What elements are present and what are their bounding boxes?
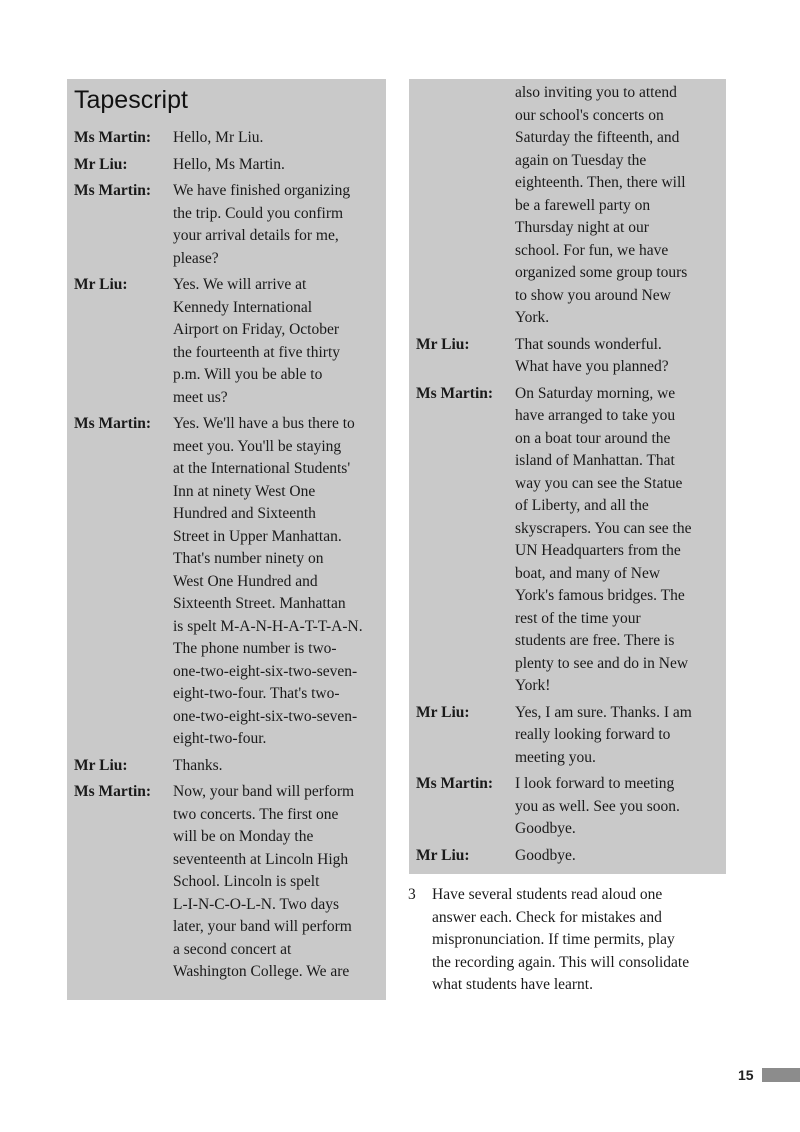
speaker-label: Mr Liu: xyxy=(74,155,128,173)
speaker-label: Mr Liu: xyxy=(416,335,470,353)
speaker-label: Ms Martin: xyxy=(416,775,494,792)
dialogue-line xyxy=(416,383,720,698)
dialogue-line xyxy=(74,413,380,751)
teacher-note xyxy=(408,884,728,997)
page-number: 15 xyxy=(738,1067,754,1083)
dialogue-text: Yes. We'll have a bus there to meet you. You'll be staying at the International Students' Inn at ninety West One Hundred and Sixteenth Street in Upper Manhattan. That's number ninety on West One Hundred and Sixteenth Street. Manhattan is spelt M-A-N-H-A-T-T-A-N. The phone number is two- one-two-eight-six-two-seven- eight-two-four. That's two- one-two-eight-six-two-seven- eight-two-four. xyxy=(173,415,363,747)
dialogue-text: also inviting you to attend our school's concerts on Saturday the fifteenth, and again on Tuesday the eighteenth. Then, there will be a farewell party on Thursday night at our school. For fun, we have organized some group tours to show you around New York. xyxy=(515,84,688,326)
dialogue-line xyxy=(74,127,380,150)
dialogue-continuation xyxy=(416,82,720,330)
tapescript-box-right xyxy=(409,79,726,874)
speaker-label: Ms Martin: xyxy=(74,182,152,199)
dialogue-text: Now, your band will perform two concerts. The first one will be on Monday the seventeenth at Lincoln High School. Lincoln is spelt L-I-N-C-O-L-N. Two days later, your band will perform a second concert at Washington College. We are xyxy=(173,783,355,980)
speaker-label: Ms Martin: xyxy=(416,384,494,402)
dialogue-text: Hello, Mr Liu. xyxy=(173,129,264,146)
dialogue-line xyxy=(74,755,380,778)
dialogue-line xyxy=(416,845,720,868)
dialogue-text: Hello, Ms Martin. xyxy=(173,155,285,173)
speaker-label: Mr Liu: xyxy=(416,846,470,864)
dialogue-text: We have finished organizing the trip. Could you confirm your arrival details for me, please? xyxy=(173,182,351,267)
dialogue-line xyxy=(74,274,380,409)
page-number-bar xyxy=(762,1068,800,1082)
dialogue-line xyxy=(74,180,380,270)
dialogue-text: Yes, I am sure. Thanks. I am really looking forward to meeting you. xyxy=(515,703,692,766)
dialogue-text: I look forward to meeting you as well. See you soon. Goodbye. xyxy=(515,775,680,837)
note-number: 3 xyxy=(408,886,416,903)
dialogue-text: That sounds wonderful. What have you planned? xyxy=(515,335,669,375)
tapescript-title: Tapescript xyxy=(74,86,188,114)
speaker-label: Mr Liu: xyxy=(74,756,128,774)
dialogue-text: Yes. We will arrive at Kennedy International Airport on Friday, October the fourteenth at five thirty p.m. Will you be able to meet us? xyxy=(173,276,340,406)
dialogue-text: Goodbye. xyxy=(515,846,576,864)
dialogue-line xyxy=(74,154,380,177)
speaker-label: Ms Martin: xyxy=(74,129,152,146)
dialogue-text: Thanks. xyxy=(173,756,223,774)
dialogue-line xyxy=(416,702,720,770)
tapescript-box-left xyxy=(67,79,386,1000)
speaker-label: Ms Martin: xyxy=(74,783,152,800)
note-text: Have several students read aloud one answer each. Check for mistakes and mispronunciation. If time permits, play the recording again. This will consolidate what students have learnt. xyxy=(432,886,690,993)
dialogue-line xyxy=(74,781,380,984)
dialogue-text: On Saturday morning, we have arranged to take you on a boat tour around the island of Manhattan. That way you can see the Statue of Liberty, and all the skyscrapers. You can see the UN Headquarters from the boat, and many of New York's famous bridges. The rest of the time your students are free. There is plenty to see and do in New York! xyxy=(515,384,692,694)
speaker-label: Mr Liu: xyxy=(74,276,128,293)
dialogue-line xyxy=(416,773,720,841)
speaker-label: Mr Liu: xyxy=(416,703,470,721)
dialogue-line xyxy=(416,334,720,379)
speaker-label: Ms Martin: xyxy=(74,415,152,432)
